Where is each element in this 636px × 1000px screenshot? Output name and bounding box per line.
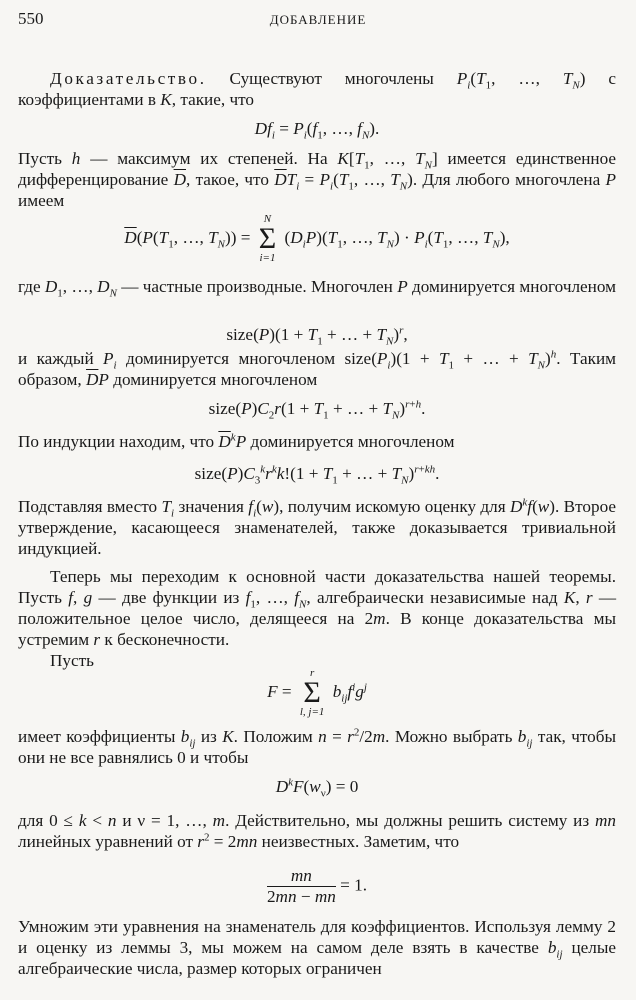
formula-DkF: $D^kF(w_\nu) = 0$ — [275, 776, 359, 800]
formula-fraction: $\frac{mn}{2mn - mn}$ = 1. — [266, 866, 368, 906]
paragraph-induction: По индукции находим, что $\overline{D}^kP$ доминируется многочленом — [18, 431, 455, 451]
paragraph-substitution: Подставляя вместо $T_i$ значения $f_i(w)$, получим искомую оценку для $D^kf(w)$. Второе утверждение, касающееся знаменателей, также доказывается тривиальной индукцией. — [18, 496, 617, 558]
paragraph-let: Пусть — [50, 651, 94, 670]
paragraph-multiply: Умножим эти уравнения на знаменатель для коэффициентов. Используя лемму 2 и оценку из леммы 3, мы можем на самом деле взять в качестве $b_{ij}$ целые алгебраические числа, размер которых ограничен — [18, 917, 617, 978]
formula-size-2: $size(P)C_2r(1 + T_1$ + … + $T_N)^{r+h}$. — [208, 398, 426, 422]
formula-size-3: $size(P)C_3^kr^kk!(1 + T_1$ + … + $T_N)^{r+kh}$. — [194, 463, 440, 487]
paragraph-dominated: и каждый $P_i$ доминируется многочленом $size(P_i)(1 + T_1$ + … + $T_N)^h$. Таким образом, $\overline{D}P$ доминируется многочленом — [18, 348, 617, 389]
formula-df: $Df_i = P_i(f_1$, …, $f_N$). — [254, 119, 380, 142]
running-head: ДОБАВЛЕНИЕ — [269, 12, 367, 27]
paragraph-coefficients: имеет коэффициенты $b_{ij}$ из K. Положим $n = r^2/2m$. Можно выбрать $b_{ij}$ так, чтобы они не все равнялись 0 и чтобы — [18, 726, 617, 767]
formula-size-1: size(P)(1 + $T_1$ + … + $T_N)^r$, — [226, 324, 408, 348]
paragraph-partial: где $D_1$, …, $D_N$ — частные производные. Многочлен P доминируется многочленом — [18, 277, 617, 300]
paragraph-degree: Пусть h — максимум их степеней. На $K[T_1$, …, $T_N$] имеется единственное дифференцирование $\overline{D}$, такое, что $\overline{D}T_i = P_i(T_1$, …, $T_N$). Для любого многочлена P имеем — [18, 149, 617, 210]
paragraph-system: для 0 ≤ k < n и ν = 1, …, m. Действительно, мы должны решить систему из mn линейных уравнений от $r^2 = 2mn$ неизвестных. Заметим, что — [18, 811, 617, 851]
formula-derivative-sum: $\overline{D}(P(T_1$, …, $T_N$)) = N Σ i=1 $(D_iP)(T_1$, …, $T_N) \cdot P_i(T_1$, …, $T_N$), — [124, 213, 510, 264]
paragraph-proof-intro: Доказательство. Существуют многочлены $P_i(T_1$, …, $T_N$) с коэффициентами в K, такие, что — [18, 69, 617, 109]
formula-F: F = r Σ l, j=1 $b_{ij}f^ig^j$ — [267, 667, 367, 718]
page-number: 550 — [18, 9, 44, 28]
page-header — [18, 8, 618, 30]
paragraph-main-part: Теперь мы переходим к основной части доказательства нашей теоремы. Пусть f, g — две функции из $f_1$, …, $f_N$, алгебраически независимые над K, r — положительное целое число, делящееся на 2m. В конце доказательства мы устремим r к бесконечности. — [18, 567, 617, 649]
